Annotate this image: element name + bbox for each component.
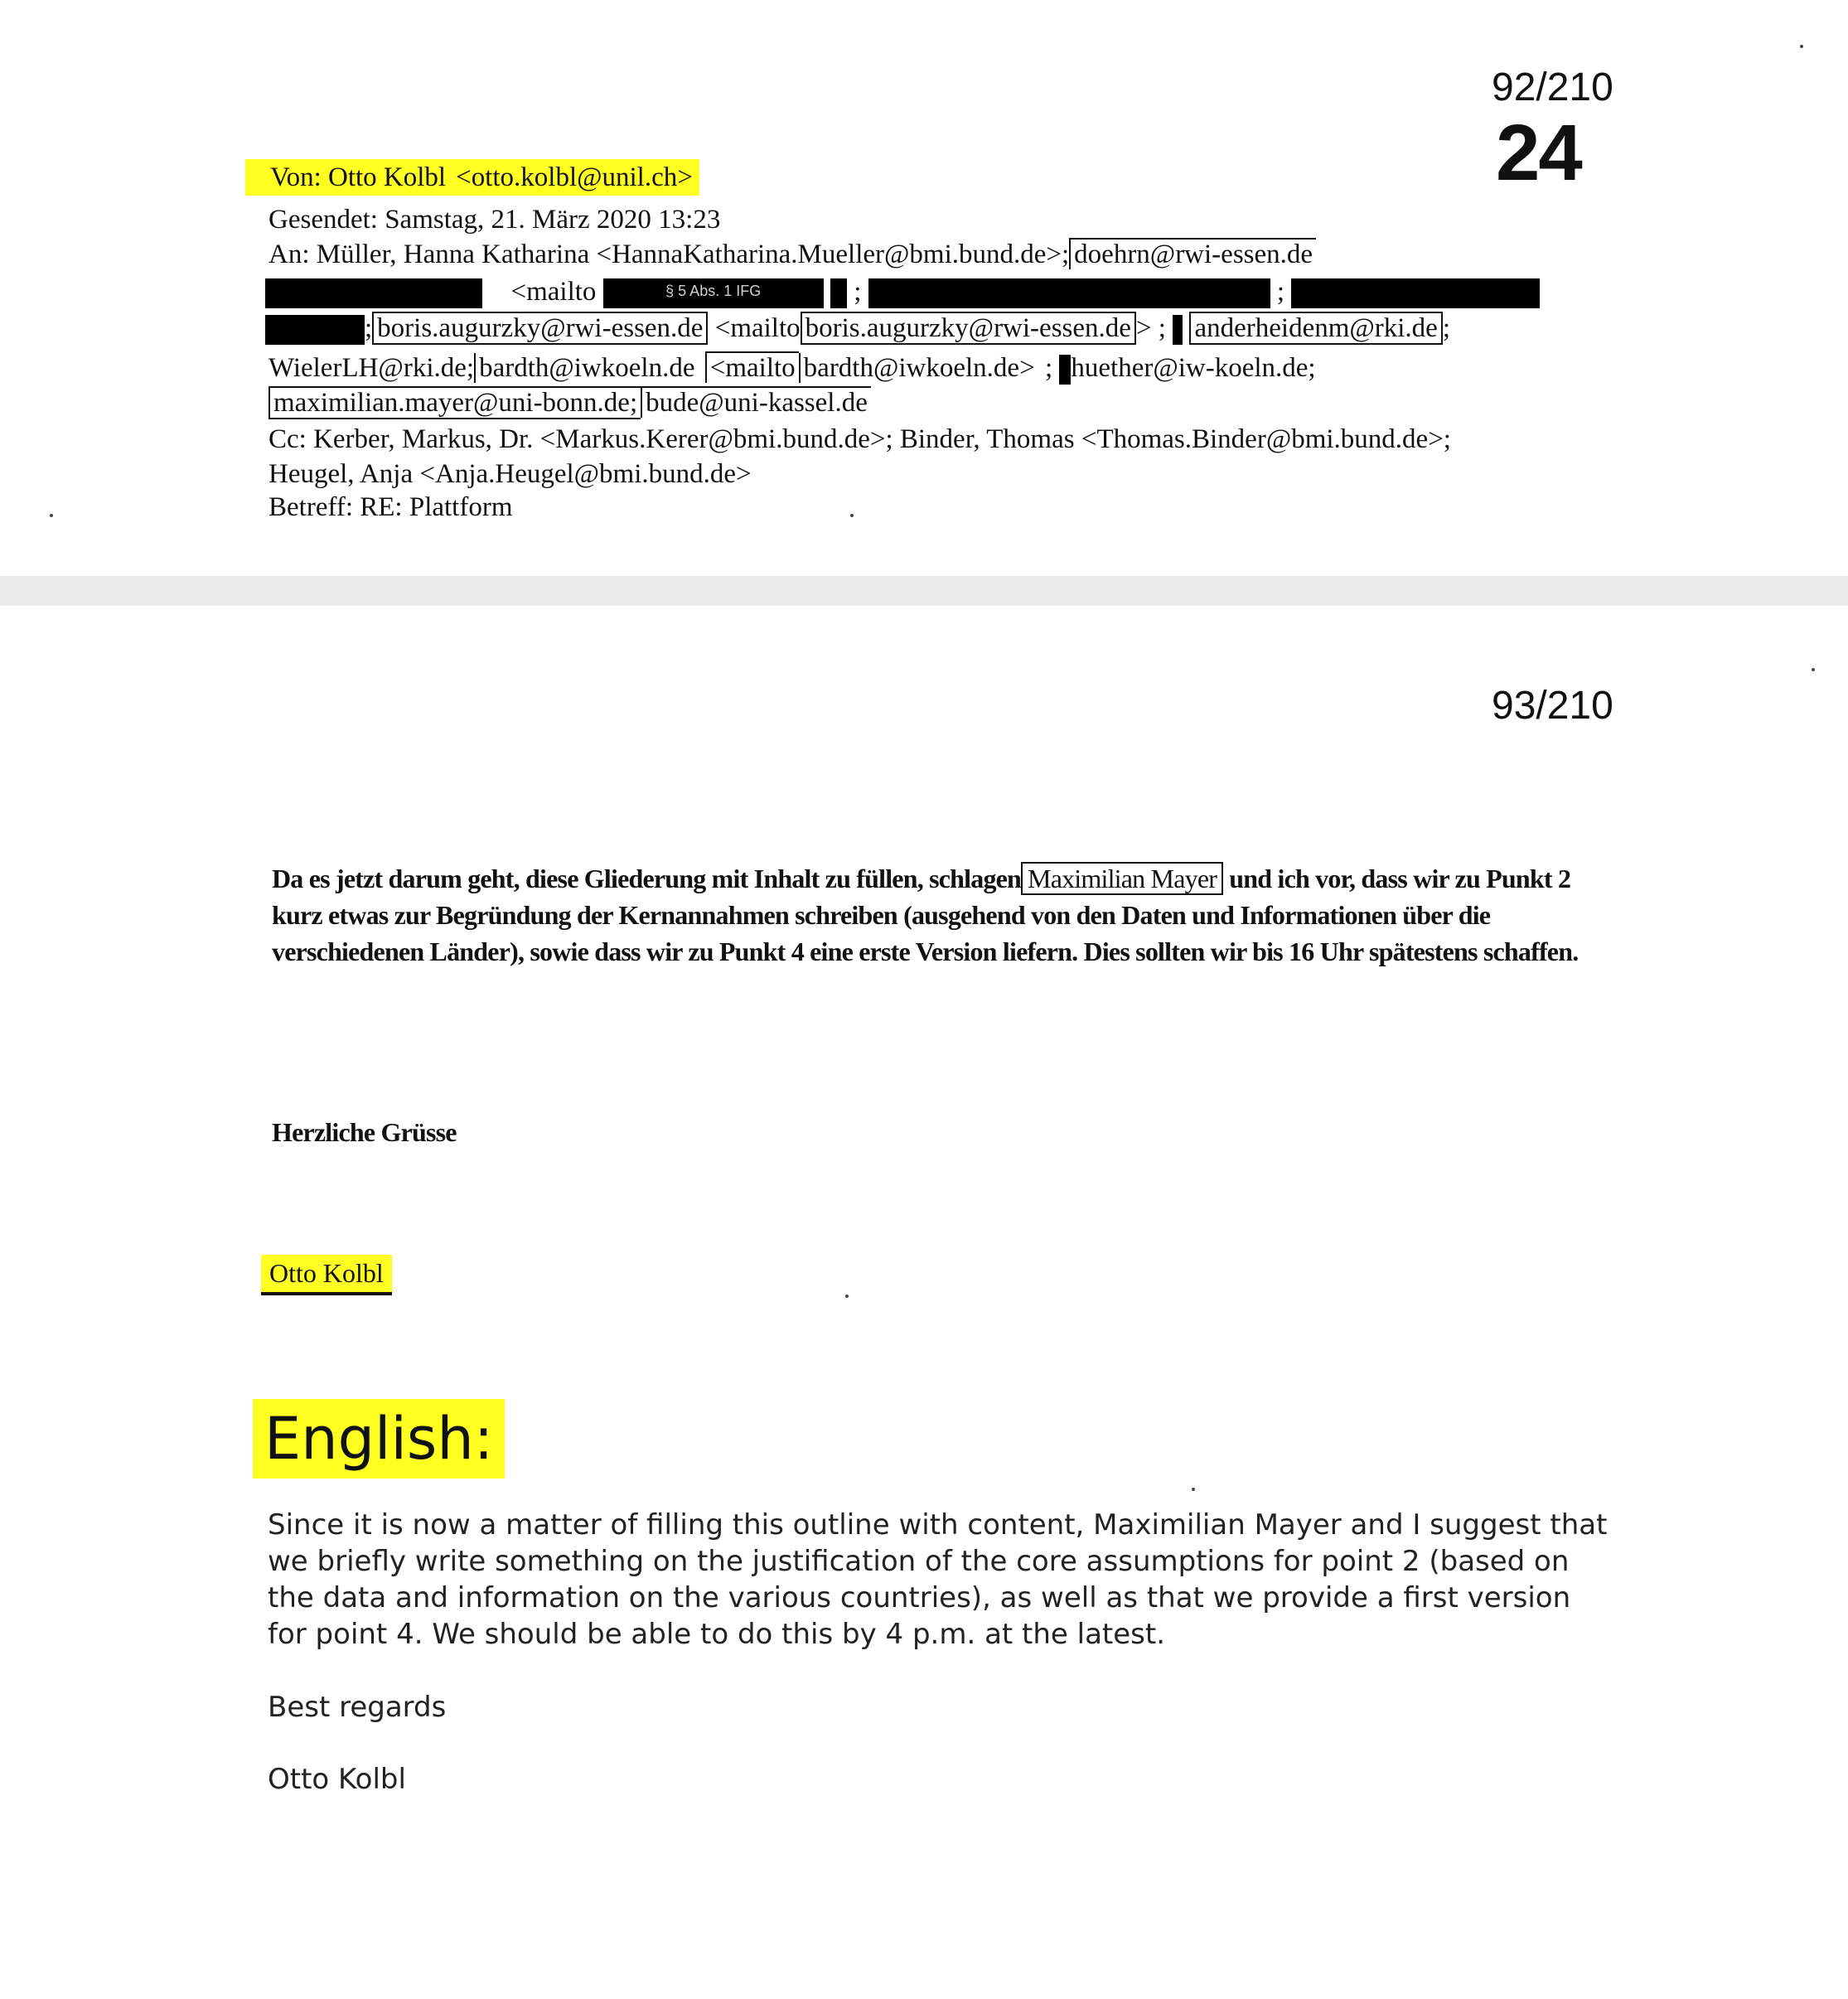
to-line-5 <box>268 386 871 419</box>
mailto-label: <mailto <box>510 277 597 307</box>
to-box-bardth: bardth@iwkoeln.de <box>474 353 698 383</box>
to-box-doehrn: doehrn@rwi-essen.de <box>1069 238 1316 269</box>
boxed-name: Maximilian Mayer <box>1021 862 1223 895</box>
redaction-block <box>1059 355 1071 385</box>
separator: ; <box>365 313 373 343</box>
translation-signature: Otto Kolbl <box>268 1763 406 1796</box>
redaction-block <box>1173 315 1183 345</box>
sent-line: Gesendet: Samstag, 21. März 2020 13:23 <box>268 205 721 235</box>
subject-line: Betreff: RE: Plattform <box>268 492 513 522</box>
separator: ; <box>1442 313 1450 343</box>
cc-line-1: Cc: Kerber, Markus, Dr. <Markus.Kerer@bmi.bund.de>; Binder, Thomas <Thomas.Binder@bmi.bund.de>; <box>268 424 1451 454</box>
from-email: <otto.kolbl@unil.ch> <box>449 159 699 196</box>
to-wieler: WielerLH@rki.de; <box>268 353 475 383</box>
redaction-ifg-label: § 5 Abs. 1 IFG <box>603 278 824 308</box>
body-part-1: Da es jetzt darum geht, diese Gliederung mit Inhalt zu füllen, schlagen <box>272 864 1022 893</box>
from-name: Von: Otto Kolbl <box>245 159 449 196</box>
to-box-bude: bude@uni-kassel.de <box>641 386 871 418</box>
to-line-4 <box>268 351 1316 385</box>
translation-paragraph: Since it is now a matter of filling this outline with content, Maximilian Mayer and I suggest that we briefly write something on the justification of the core assumptions for point 2 (based on the data and information on the various countries), as well as that we provide a first version for point 4. We should be able to do this by 4 p.m. at the latest. <box>268 1508 1608 1651</box>
redaction-block <box>830 278 847 308</box>
translation-title: English: <box>253 1399 505 1479</box>
to-box-augurzky: boris.augurzky@rwi-essen.de <box>372 312 708 345</box>
page-number: 93/210 <box>1492 684 1613 728</box>
to-line-1 <box>268 238 1316 271</box>
translation-greeting: Best regards <box>268 1691 447 1724</box>
mailto-label: <mailto <box>705 351 799 383</box>
to-box-bardth-mailto: bardth@iwkoeln.de> <box>799 353 1038 383</box>
redaction-block <box>265 315 365 345</box>
separator: ; <box>854 277 862 307</box>
to-box-anderheiden: anderheidenm@rki.de <box>1189 312 1442 345</box>
redaction-block <box>265 278 482 308</box>
cc-line-2: Heugel, Anja <Anja.Heugel@bmi.bund.de> <box>268 459 752 489</box>
close-bracket: > <box>1135 313 1152 343</box>
german-greeting: Herzliche Grüsse <box>272 1117 457 1147</box>
german-signature: Otto Kolbl <box>261 1255 392 1295</box>
mailto-label: <mailto <box>714 313 801 343</box>
from-line <box>245 161 699 194</box>
to-line-3: ; boris.augurzky@rwi-essen.de <mailto boris.augurzky@rwi-essen.de > ; anderheidenm@rki.de ; <box>265 313 1450 350</box>
to-huether: huether@iw-koeln.de; <box>1071 353 1316 383</box>
redaction-block <box>1291 278 1540 308</box>
redaction-block <box>868 278 1270 308</box>
to-box-mayer: maximilian.mayer@uni-bonn.de; <box>268 386 641 419</box>
to-box-augurzky-mailto: boris.augurzky@rwi-essen.de <box>801 312 1136 345</box>
separator: ; <box>1044 353 1053 383</box>
translation-body <box>268 1507 1610 1653</box>
to-line-2 <box>265 277 1540 310</box>
to-primary: An: Müller, Hanna Katharina <HannaKatharina.Mueller@bmi.bund.de>; <box>268 240 1070 269</box>
page-divider <box>0 576 1848 606</box>
page-number: 92/210 <box>1492 65 1613 109</box>
separator: ; <box>1276 277 1285 307</box>
german-body <box>272 860 1598 970</box>
stamp-number: 24 <box>1496 109 1581 197</box>
body-part-2: und ich vor, dass wir zu Punkt 2 kurz etwas zur Begründung der Kernannahmen schreiben (ausgehend von den Daten und Informationen über die verschiedenen Länder), sowie dass wir zu Punkt 4 eine erste Version liefern. Dies sollten wir bis 16 Uhr spätestens schaffen. <box>272 864 1579 966</box>
